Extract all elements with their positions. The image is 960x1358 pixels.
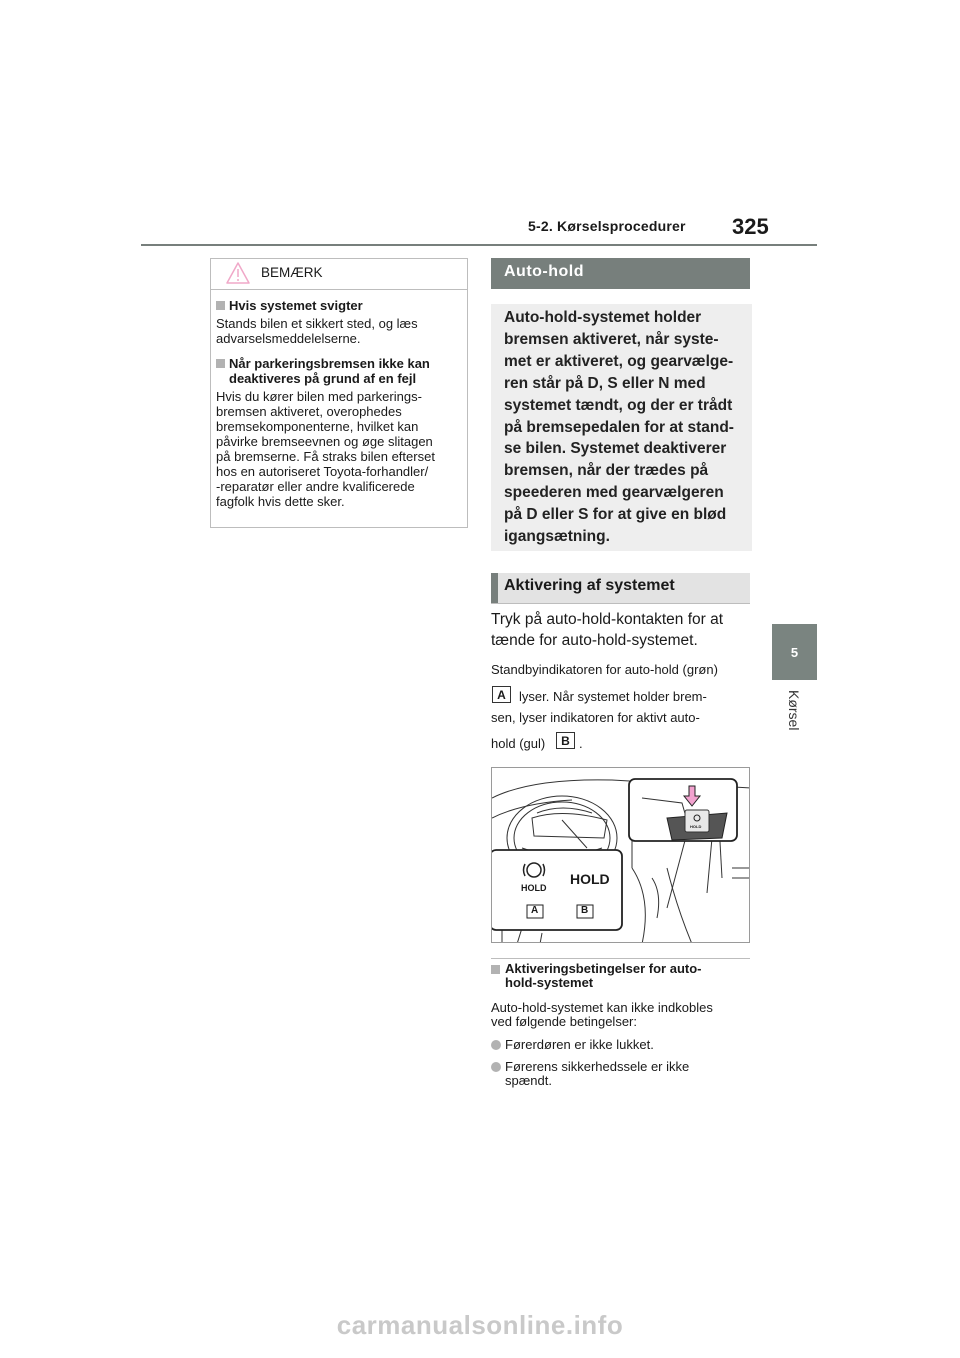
notice-header xyxy=(211,259,467,290)
notice-item-text: Stands bilen et sikkert sted, og læs advarselsmeddelelserne. xyxy=(216,316,418,346)
notice-box xyxy=(210,258,468,528)
sub-text-line: hold (gul) xyxy=(491,736,546,751)
instruction-text: Tryk på auto-hold-kontakten for at tænde for auto-hold-systemet. xyxy=(491,611,724,649)
conditions-heading: Aktiveringsbetingelser for auto- hold-systemet xyxy=(491,962,749,989)
chapter-label: Kørsel xyxy=(786,690,802,731)
illustration-label-b: B xyxy=(581,905,589,916)
section-title-activation: Aktivering af systemet xyxy=(491,573,750,603)
sub-text-line: sen, lyser indikatoren for aktivt auto- xyxy=(491,710,700,725)
illustration-label-a: A xyxy=(531,905,539,916)
sub-text-line: . xyxy=(579,736,583,751)
sub-text-line: lyser. Når systemet holder brem- xyxy=(519,689,707,704)
label-b-box: B xyxy=(556,732,575,749)
conditions-divider xyxy=(491,958,750,959)
bullet-item: Førerdøren er ikke lukket. xyxy=(491,1038,749,1052)
chapter-number: 5 xyxy=(790,644,799,660)
watermark: carmanualsonline.info xyxy=(336,1310,624,1340)
header-divider xyxy=(141,244,817,246)
notice-item-heading: Hvis systemet svigter xyxy=(216,298,459,313)
dashboard-illustration xyxy=(491,767,750,943)
section-header: 5-2. Kørselsprocedurer xyxy=(528,218,686,234)
warning-triangle-icon xyxy=(226,262,250,284)
section-title-auto-hold: Auto-hold xyxy=(491,258,750,289)
sub-text-line: Standbyindikatoren for auto-hold (grøn) xyxy=(491,662,718,677)
chapter-tab xyxy=(772,624,817,680)
notice-title: BEMÆRK xyxy=(261,265,323,280)
notice-item-text: Hvis du kører bilen med parkerings- bremsen aktiveret, overophedes bremsekomponenterne, hvilket kan påvirke bremseevnen og øge slitagen på bremserne. Få straks bilen efterset hos en autoriseret Toyota-forhandler/ -reparatør eller andre kvalificerede fagfolk hvis dette sker. xyxy=(216,389,435,509)
label-a-box: A xyxy=(492,686,511,703)
page-number: 325 xyxy=(732,214,769,239)
notice-body xyxy=(211,290,467,509)
bullet-item: Førerens sikkerhedssele er ikke spændt. xyxy=(491,1060,749,1088)
section-divider xyxy=(491,603,750,604)
hold-button-text: HOLD xyxy=(690,824,702,829)
indicator-b-text: HOLD xyxy=(570,871,610,887)
notice-item-heading: Når parkeringsbremsen ikke kan deaktiveres på grund af en fejl xyxy=(216,356,459,386)
conditions-text: Auto-hold-systemet kan ikke indkobles ved følgende betingelser: xyxy=(491,1000,713,1029)
dashboard-drawing xyxy=(492,768,750,943)
indicator-a-text: HOLD xyxy=(521,883,547,893)
intro-box: Auto-hold-systemet holder bremsen aktiveret, når syste- met er aktiveret, og gearvælge- ren står på D, S eller N med systemet tændt, og der er trådt på bremsepedalen for at stand- se bilen. Systemet deaktiverer bremsen, når der trædes på speederen med gearvælgeren på D eller S for at give en blød igangsætning. xyxy=(491,304,752,551)
